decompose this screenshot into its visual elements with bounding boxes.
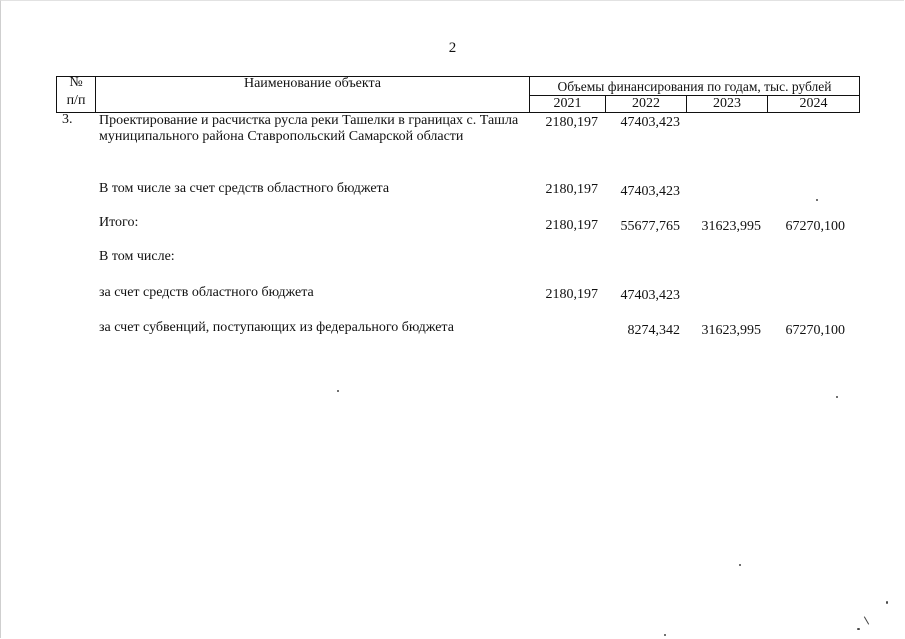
value-2022: 47403,423 — [620, 288, 680, 303]
row-name: Проектирование и расчистка русла реки Ташелки в границах с. Ташла муниципального района Ставропольский Самарской области — [99, 113, 519, 144]
value-2024: 67270,100 — [785, 219, 845, 234]
scan-speck — [836, 396, 838, 398]
row-number: 3. — [62, 112, 73, 127]
row-name: Итого: — [99, 215, 139, 230]
value-2022: 8274,342 — [627, 323, 680, 338]
year-2021-header: 2021 — [553, 96, 582, 111]
value-2024: 67270,100 — [785, 323, 845, 338]
scan-speck — [664, 634, 666, 636]
row-name: В том числе за счет средств областного бюджета — [99, 181, 390, 196]
value-2022: 55677,765 — [620, 219, 680, 234]
value-2021: 2180,197 — [545, 218, 598, 233]
row-name: В том числе: — [99, 249, 175, 264]
year-2023-header: 2023 — [713, 96, 741, 111]
value-2021: 2180,197 — [545, 115, 598, 130]
value-2023: 31623,995 — [701, 219, 761, 234]
num-header-line2: п/п — [66, 93, 86, 108]
page-number: 2 — [448, 40, 457, 56]
value-2021: 2180,197 — [545, 287, 598, 302]
scan-speck — [337, 390, 339, 392]
row-name: за счет субвенций, поступающих из федерального бюджета — [99, 320, 454, 335]
scan-speck — [816, 199, 818, 201]
year-2022-header: 2022 — [632, 96, 660, 111]
value-2021: 2180,197 — [545, 182, 598, 197]
row-name: за счет средств областного бюджета — [99, 285, 314, 300]
funding-header: Объемы финансирования по годам, тыс. рублей — [557, 79, 832, 94]
value-2022: 47403,423 — [620, 184, 680, 199]
value-2023: 31623,995 — [701, 323, 761, 338]
year-2024-header: 2024 — [799, 96, 828, 111]
table-right-border — [859, 76, 860, 112]
value-2022: 47403,423 — [620, 115, 680, 130]
scan-speck — [739, 564, 741, 566]
name-header: Наименование объекта — [243, 76, 382, 91]
num-header-line1: № — [69, 75, 83, 90]
scan-speck — [857, 628, 860, 630]
scan-speck — [886, 601, 888, 604]
